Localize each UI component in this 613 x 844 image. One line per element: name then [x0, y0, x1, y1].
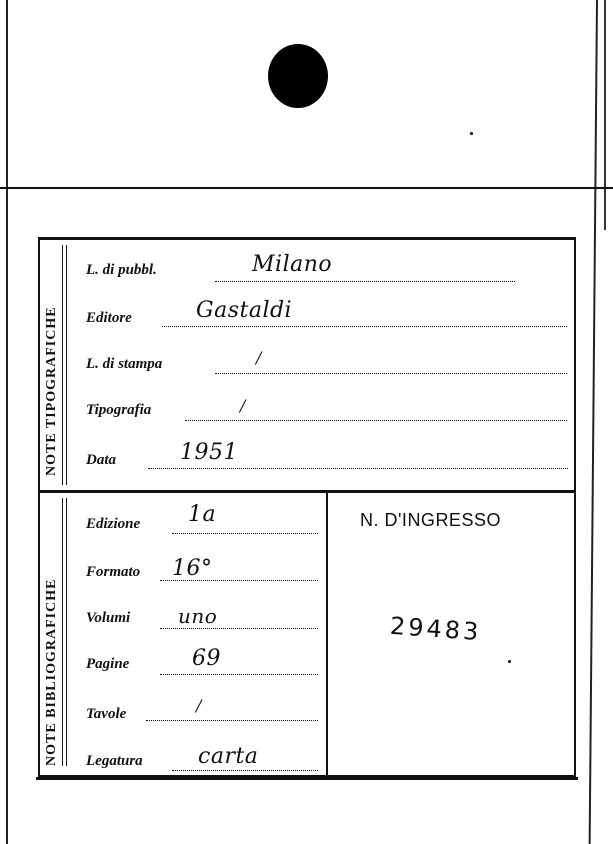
editore-label: Editore [86, 310, 132, 326]
ingresso-number: 29483 [389, 611, 483, 647]
editore-value: Gastaldi [196, 298, 293, 323]
data-line [148, 468, 568, 469]
volumi-line [160, 628, 318, 629]
tavole-line [146, 720, 318, 721]
tavole-label: Tavole [86, 706, 127, 722]
luogo-stampa-label: L. di stampa [86, 356, 163, 372]
formato-value: 16° [172, 556, 213, 581]
pagine-line [160, 674, 318, 675]
column-divider [326, 492, 328, 777]
data-value: 1951 [180, 440, 238, 465]
tavole-value: / [196, 696, 202, 715]
tipografia-line [185, 420, 567, 421]
ingresso-title: N. D'INGRESSO [360, 510, 501, 530]
volumi-label: Volumi [86, 610, 131, 626]
section-label-tipografiche: NOTE TIPOGRAFICHE [44, 306, 59, 476]
legatura-value: carta [198, 744, 259, 769]
data-label: Data [86, 452, 116, 468]
luogo-pubblicazione-label: L. di pubbl. [86, 262, 157, 278]
section-label-bibliografiche: NOTE BIBLIOGRAFICHE [44, 578, 59, 766]
luogo-stampa-line [215, 373, 567, 374]
side-rule [66, 498, 67, 766]
volumi-value: uno [178, 604, 218, 628]
card-right-edge [589, 0, 598, 844]
legatura-line [172, 770, 318, 771]
pagine-label: Pagine [86, 656, 130, 672]
fold-line [0, 187, 613, 189]
side-rule [66, 245, 67, 485]
side-rule [62, 245, 63, 485]
pagine-value: 69 [192, 646, 221, 671]
section-divider [38, 490, 576, 493]
luogo-pubblicazione-value: Milano [252, 252, 333, 277]
punch-hole [268, 44, 328, 108]
edizione-line [172, 533, 318, 534]
formato-label: Formato [86, 564, 141, 580]
luogo-stampa-value: / [256, 348, 262, 367]
ink-speck [470, 132, 473, 135]
luogo-pubblicazione-line [215, 281, 515, 282]
form-frame-bottom [36, 777, 578, 780]
legatura-label: Legatura [86, 753, 143, 769]
card-outer-edge [604, 0, 606, 230]
card-left-edge [6, 0, 8, 844]
edizione-value: 1a [188, 502, 217, 527]
tipografia-label: Tipografia [86, 402, 152, 418]
edizione-label: Edizione [86, 516, 141, 532]
tipografia-value: / [240, 396, 246, 415]
side-rule [62, 498, 63, 766]
editore-line [162, 326, 567, 327]
